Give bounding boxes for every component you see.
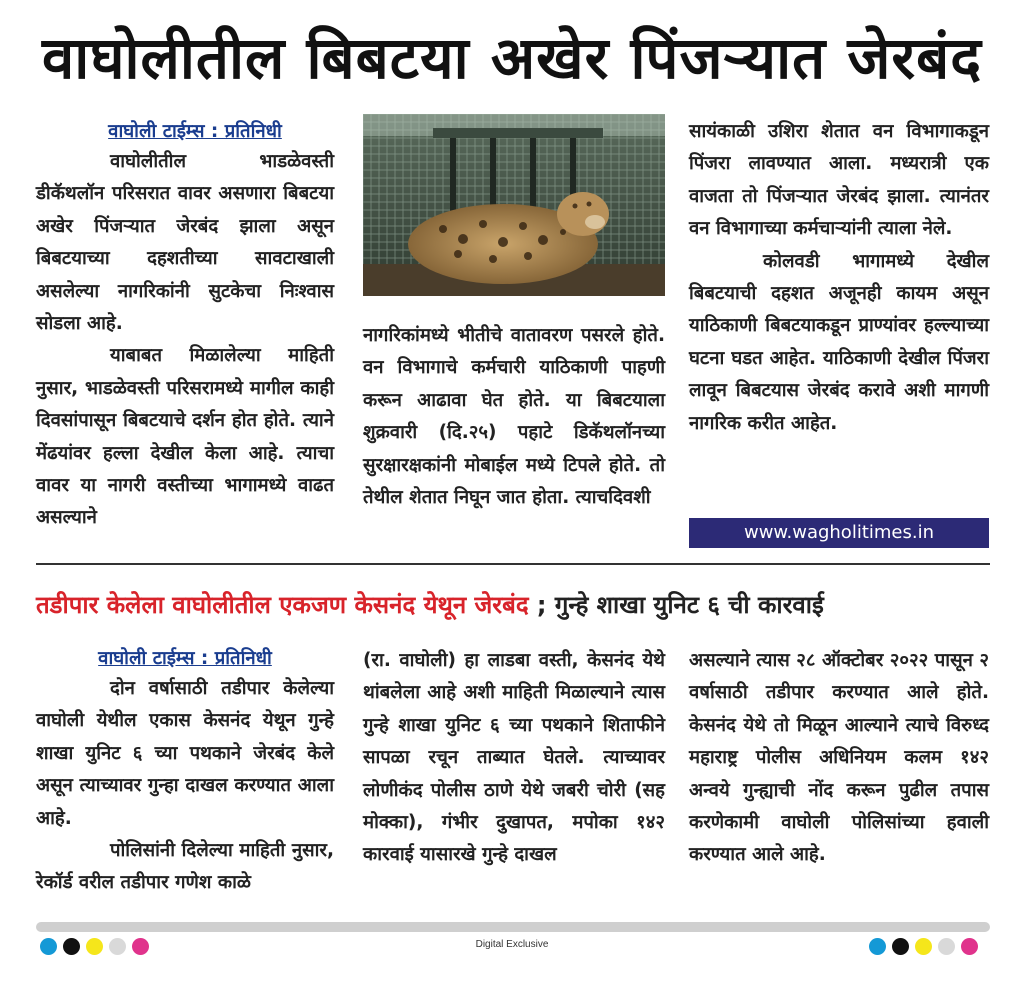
story2-col1-para2: पोलिसांनी दिलेल्या माहिती नुसार, रेकॉर्ड वरील तडीपार गणेश काळे — [36, 840, 334, 894]
second-headline-sub: ; गुन्हे शाखा युनिट ६ ची कारवाई — [528, 591, 824, 619]
story2-column-3 — [689, 645, 989, 872]
footer-bar — [36, 922, 990, 932]
color-dots-right — [869, 938, 978, 955]
story1-col3-para2: कोलवडी भागामध्ये देखील बिबटयाची दहशत अजूनही कायम असून याठिकाणी बिबटयाकडून प्राण्यांवर हल्ल्याच्या घटना घडत आहेत. याठिकाणी देखील पिंजरा लावून बिबटयास जेरबंद करावे अशी मागणी नागरिक करीत आहेत. — [689, 250, 989, 434]
magenta-dot — [961, 938, 978, 955]
website-link[interactable]: www.wagholitimes.in — [689, 518, 989, 548]
second-headline — [36, 585, 996, 625]
story1-byline: वाघोली टाईम्स : प्रतिनिधी — [108, 121, 282, 142]
story2-col3-para1: असल्याने त्यास २८ ऑक्टोबर २०२२ पासून २ वर्षासाठी तडीपार करण्यात आले होते. केसनंद येथे तो मिळून आल्याने त्याचे विरुध्द महाराष्ट्र पोलीस अधिनियम कलम १४२ अन्वये गुन्ह्याची नोंद करून पुढील तपास करणेकामी वाघोली पोलिसांच्या हवाली करण्यात आले आहे. — [689, 650, 989, 866]
gray-dot — [938, 938, 955, 955]
story2-col2-para1: (रा. वाघोली) हा लाडबा वस्ती, केसनंद येथे थांबलेला आहे अशी माहिती मिळाल्याने त्यास गुन्हे शाखा युनिट ६ च्या पथकाने शिताफीने सापळा रचून ताब्यात घेतले. त्याच्यावर लोणीकंद पोलीस ठाणे येथे जबरी चोरी (सह मोक्का), गंभीर दुखापत, मपोका १४२ कारवाई यासारखे गुन्हे दाखल — [363, 650, 665, 866]
story1-col2-para1: नागरिकांमध्ये भीतीचे वातावरण पसरले होते. वन विभागाचे कर्मचारी याठिकाणी पाहणी करून आढावा घेत होते. या बिबटयाला शुक्रवारी (दि.२५) पहाटे डिकॅथलॉनच्या सुरक्षारक्षकांनी मोबाईल मध्ये टिपले होते. तो तेथील शेतात निघून जात होता. त्याचदिवशी — [363, 325, 665, 509]
leopard-in-cage-image — [363, 114, 665, 296]
story1-col1-para1: वाघोलीतील भाडळेवस्ती डीकॅथलॉन परिसरात वावर असणारा बिबटया अखेर पिंजऱ्यात जेरबंद झाला असून बिबटयाच्या दहशतीच्या सावटाखाली असलेल्या नागरिकांनी सुटकेचा निःश्वास सोडला आहे. — [36, 151, 334, 335]
story2-col1-para1: दोन वर्षासाठी तडीपार केलेल्या वाघोली येथील एकास केसनंद येथून गुन्हे शाखा युनिट ६ च्या पथकाने जेरबंद केले असून त्याच्यावर गुन्हा दाखल करण्यात आला आहे. — [36, 678, 334, 829]
story2-column-1 — [36, 645, 334, 900]
black-dot — [892, 938, 909, 955]
main-headline: वाघोलीतील बिबटया अखेर पिंजऱ्यात जेरबंद — [41, 24, 983, 92]
cyan-dot — [869, 938, 886, 955]
story1-col1-para2: याबाबत मिळालेल्या माहिती नुसार, भाडळेवस्ती परिसरामध्ये मागील काही दिवसांपासून बिबटयाचे दर्शन होत होते. त्याने मेंढयांवर हल्ला देखील केला आहे. त्याचा वावर या नागरी वस्तीच्या भागामध्ये वाढत असल्याने — [36, 345, 334, 529]
yellow-dot — [915, 938, 932, 955]
story1-column-1 — [36, 118, 334, 535]
leopard-in-cage-photo — [363, 114, 665, 296]
second-headline-main: तडीपार केलेला वाघोलीतील एकजण केसनंद येथून जेरबंद — [36, 591, 529, 619]
story1-column-2 — [363, 320, 665, 514]
story1-col3-para1: सायंकाळी उशिरा शेतात वन विभागाकडून पिंजरा लावण्यात आला. मध्यरात्री एक वाजता तो पिंजऱ्यात जेरबंद झाला. त्यानंतर वन विभागाच्या कर्मचाऱ्यांनी त्याला नेले. — [689, 121, 989, 240]
section-divider — [36, 563, 990, 565]
story2-byline: वाघोली टाईम्स : प्रतिनिधी — [98, 648, 272, 669]
story1-column-3 — [689, 116, 989, 440]
story2-column-2 — [363, 645, 665, 872]
footer-label: Digital Exclusive — [475, 939, 549, 950]
